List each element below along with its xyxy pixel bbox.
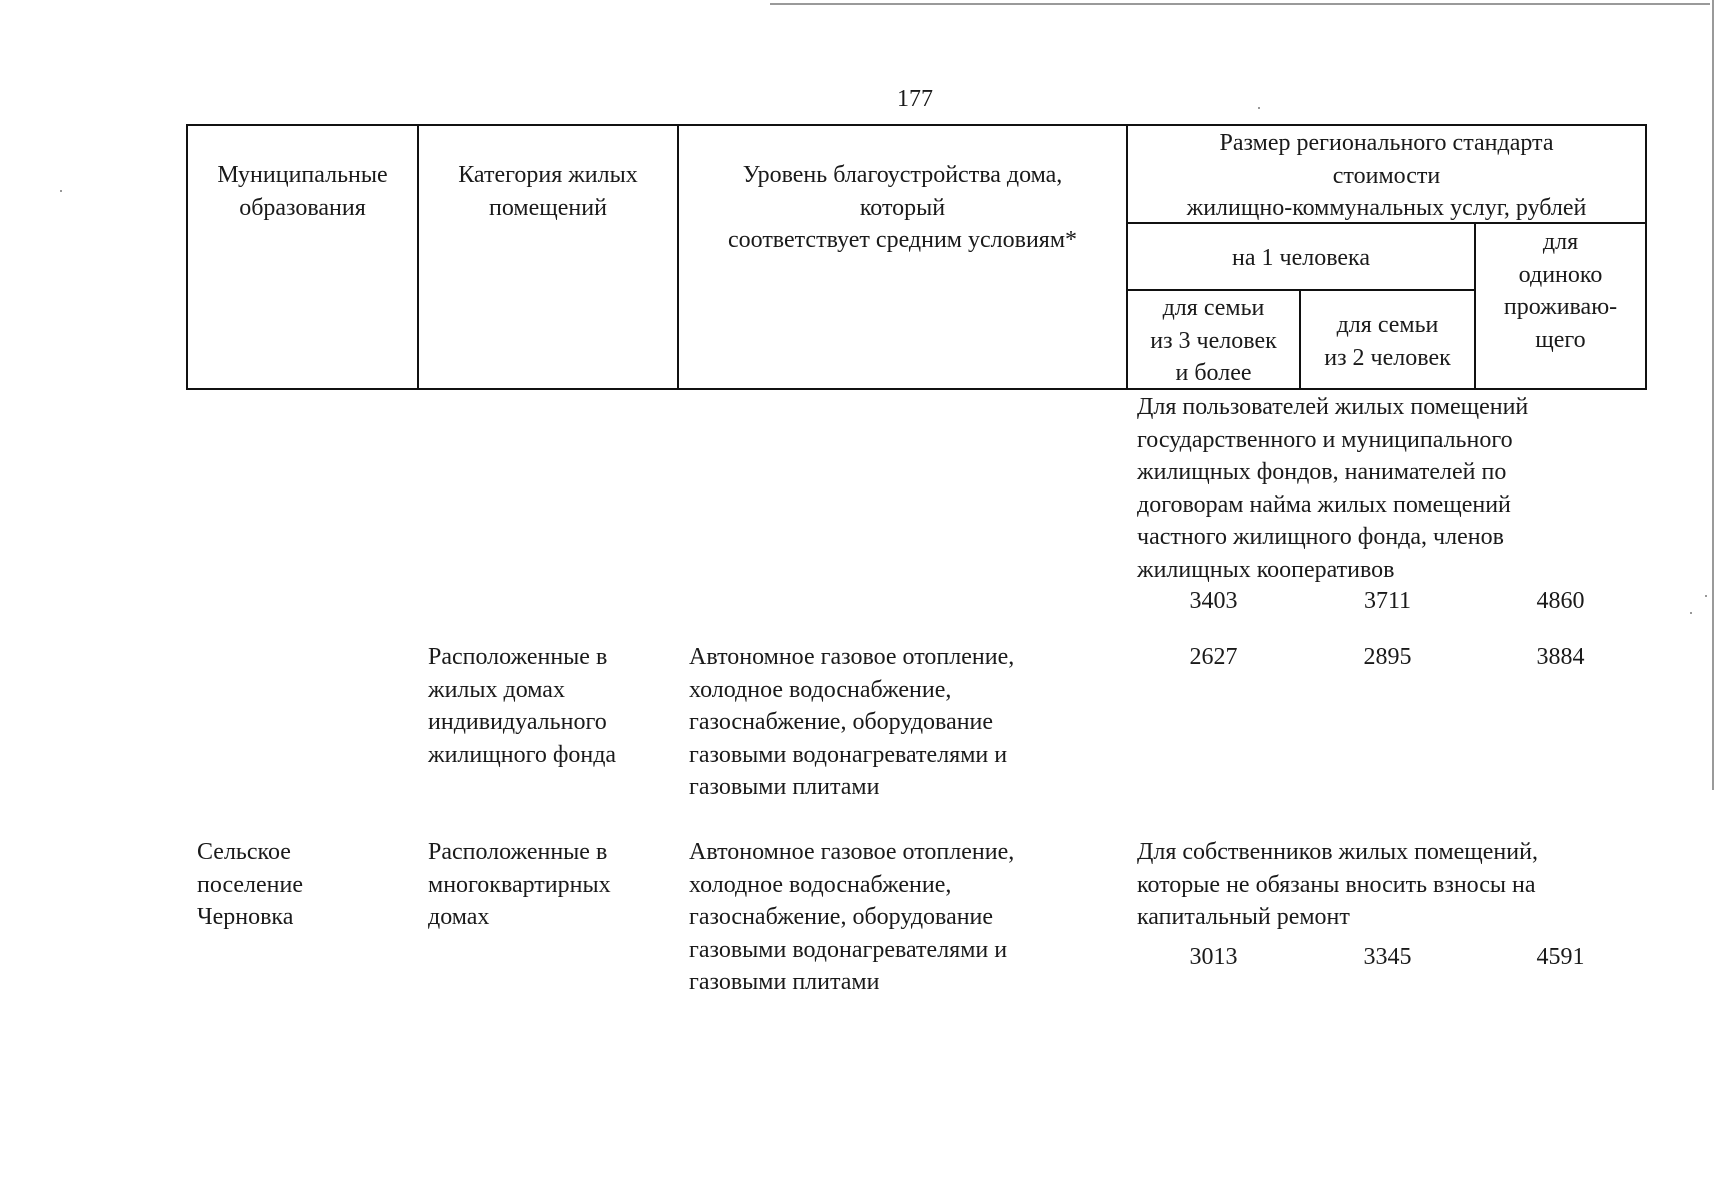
header-municipalities: Муниципальные образования	[217, 162, 388, 221]
value-cell: 3345	[1363, 944, 1412, 970]
note-tenants: Для пользователей жилых помещений государственного и муниципального жилищных фондов, нанимателей по договорам найма жилых помещений частного жилищного фонда, членов жилищных кооперативов	[1137, 394, 1529, 583]
header-per-person: на 1 человека	[1232, 245, 1370, 271]
value-cell: 3403	[1189, 588, 1238, 614]
note-owners: Для собственников жилых помещений, которые не обязаны вносить взносы на капитальный ремонт	[1137, 839, 1538, 930]
category-individual-housing: Расположенные в жилых домах индивидуального жилищного фонда	[428, 644, 617, 768]
header-family-3plus: для семьи из 3 человек и более	[1150, 295, 1277, 386]
value-cell: 2895	[1363, 644, 1412, 670]
value-cell: 3013	[1189, 944, 1238, 970]
improvement-level-chernovka: Автономное газовое отопление, холодное водоснабжение, газоснабжение, оборудование газовыми водонагревателями и газовыми плитами	[689, 839, 1015, 995]
scan-speck	[1705, 595, 1707, 597]
value-cell: 4860	[1536, 588, 1585, 614]
category-apartment-buildings: Расположенные в многоквартирных домах	[428, 839, 611, 930]
header-regional-standard: Размер регионального стандарта стоимости жилищно-коммунальных услуг, рублей	[1186, 130, 1587, 221]
value-cell: 3711	[1363, 588, 1412, 614]
header-improvement-level: Уровень благоустройства дома, который соответствует средним условиям*	[727, 162, 1078, 253]
scan-edge-right	[1712, 0, 1714, 790]
scan-speck	[60, 190, 62, 192]
scan-edge-top	[770, 3, 1710, 5]
header-single-resident: для одиноко проживаю- щего	[1503, 229, 1618, 353]
value-cell: 4591	[1536, 944, 1585, 970]
value-cell: 3884	[1536, 644, 1585, 670]
header-family-2: для семьи из 2 человек	[1324, 312, 1451, 371]
value-cell: 2627	[1189, 644, 1238, 670]
scan-speck	[1690, 612, 1692, 614]
improvement-level-individual: Автономное газовое отопление, холодное водоснабжение, газоснабжение, оборудование газовыми водонагревателями и газовыми плитами	[689, 644, 1015, 800]
header-category: Категория жилых помещений	[458, 162, 638, 221]
page-number: 177	[897, 86, 933, 112]
municipality-chernovka: Сельское поселение Черновка	[197, 839, 304, 930]
scan-speck	[1258, 107, 1260, 109]
